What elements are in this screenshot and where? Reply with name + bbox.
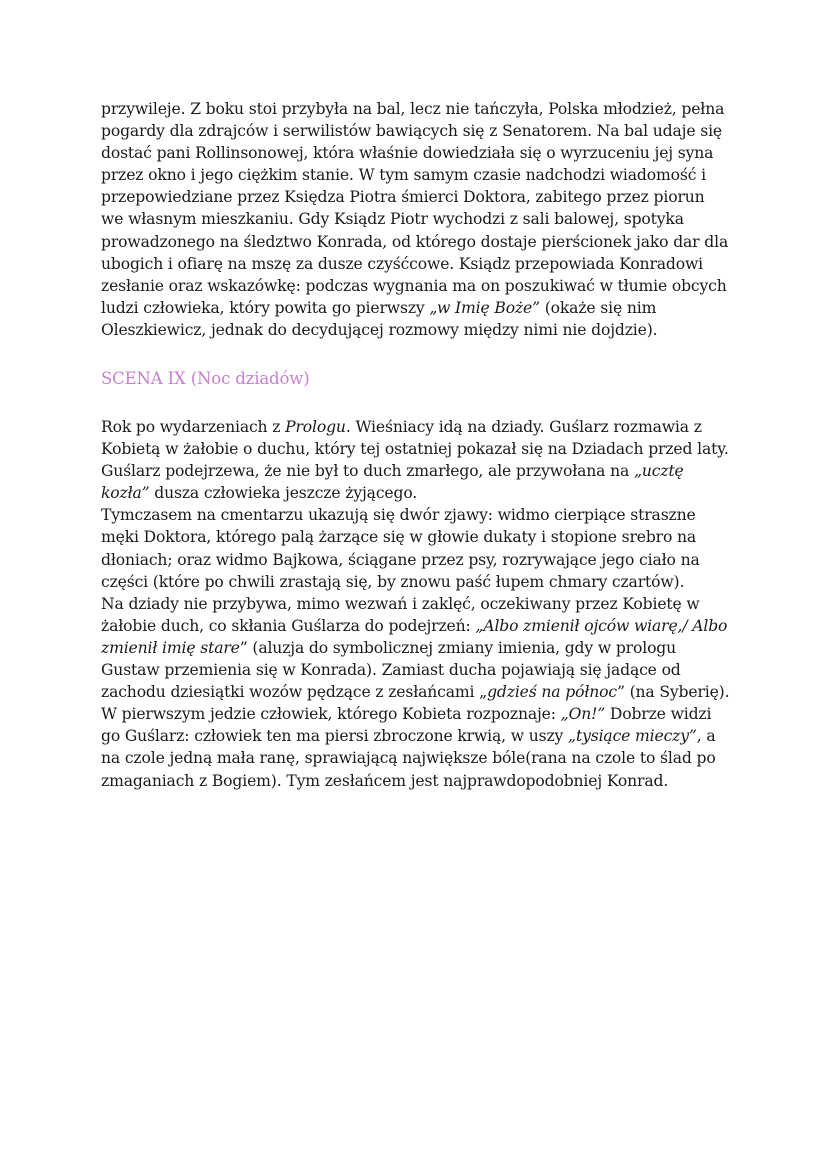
emphasis-quote: „Albo zmienił ojców wiarę,/ Albo zmienił imię stare [101,616,728,657]
emphasis-quote: „On!” [560,705,606,724]
emphasis-quote: gdzieś na północ [487,683,617,702]
text-run: . Wieśniacy idą na dziady. Guślarz rozmawia z Kobietą w żałobie o duchu, który tej ostatniej pokazał się na Dziadach przed laty. Guślarz podejrzewa, że nie był to duch zmarłego, ale przywołana na [101,418,729,481]
text-run: ” (na Syberię). W pierwszym jedzie człowiek, którego Kobieta rozpoznaje: [101,683,730,724]
text-run: Dobrze widzi go Guślarz: człowiek ten ma piersi zbroczone krwią, w uszy [101,705,712,746]
text-run: Na dziady nie przybywa, mimo wezwań i zaklęć, oczekiwany przez Kobietę w żałobie duch, co skłania Guślarza do podejrzeń: [101,594,700,635]
paragraph [101,593,731,792]
text-run: przywileje. Z boku stoi przybyła na bal, lecz nie tańczyła, Polska młodzież, pełna pogardy dla zdrajców i serwilistów bawiących się z Senatorem. Na bal udaje się dostać pani Rollinsonowej, która właśnie dowiedziała się o wyrzuceniu jej syna przez okno i jego ciężkim stanie. W tym samym czasie nadchodzi wiadomość i przepowiedziane przez Księdza Piotra śmierci Doktora, zabitego przez piorun we własnym mieszkaniu. Gdy Ksiądz Piotr wychodzi z sali balowej, spotyka prowadzonego na śledztwo Konrada, od którego dostaje pierścionek jako dar dla ubogich i ofiarę na mszę za dusze czyśćcowe. Ksiądz przepowiada Konradowi zesłanie oraz wskazówkę: podczas wygnania ma on poszukiwać w tłumie obcych ludzi człowieka, który powita go pierwszy [101,100,729,317]
text-run: , a na czole jedną mała ranę, sprawiającą największe bóle(rana na czole to ślad po zmaganiach z Bogiem). Tym zesłańcem jest najprawdopodobniej Konrad. [101,727,716,790]
emphasis-quote: „tysiące mieczy” [568,727,697,746]
section-heading-wrap [101,368,731,390]
text-run: (okaże się nim Oleszkiewicz, jednak do decydującej rozmowy między nimi nie dojdzie). [101,298,658,339]
emphasis-title: Prologu [285,418,346,436]
text-run: dusza człowieka jeszcze żyjącego. [149,484,418,503]
paragraph: Tymczasem na cmentarzu ukazują się dwór zjawy: widmo cierpiące straszne męki Doktora, którego palą żarzące się w głowie dukaty i stopione srebro na dłoniach; oraz widmo Bajkowa, ściągane przez psy, rozrywające jego ciało na części (które po chwili zrastają się, by znowu paść łupem chmary czartów). [101,506,700,591]
text-run: Rok po wydarzeniach z [101,418,286,436]
section-heading: SCENA IX (Noc dziadów) [101,369,310,388]
section-scene-ix [101,416,731,792]
emphasis-quote: „ucztę kozła” [101,462,684,503]
paragraph [101,416,731,504]
section-intro [101,98,731,341]
paragraph [101,98,731,341]
text-run: ” (aluzja do symbolicznej zmiany imienia, gdy w prologu Gustaw przemienia się w Konrada). Zamiast ducha pojawiają się jadące od zachodu dziesiątki wozów pędzące z zesłańcami „ [101,638,681,702]
emphasis-quote: „w Imię Boże” [429,298,540,317]
